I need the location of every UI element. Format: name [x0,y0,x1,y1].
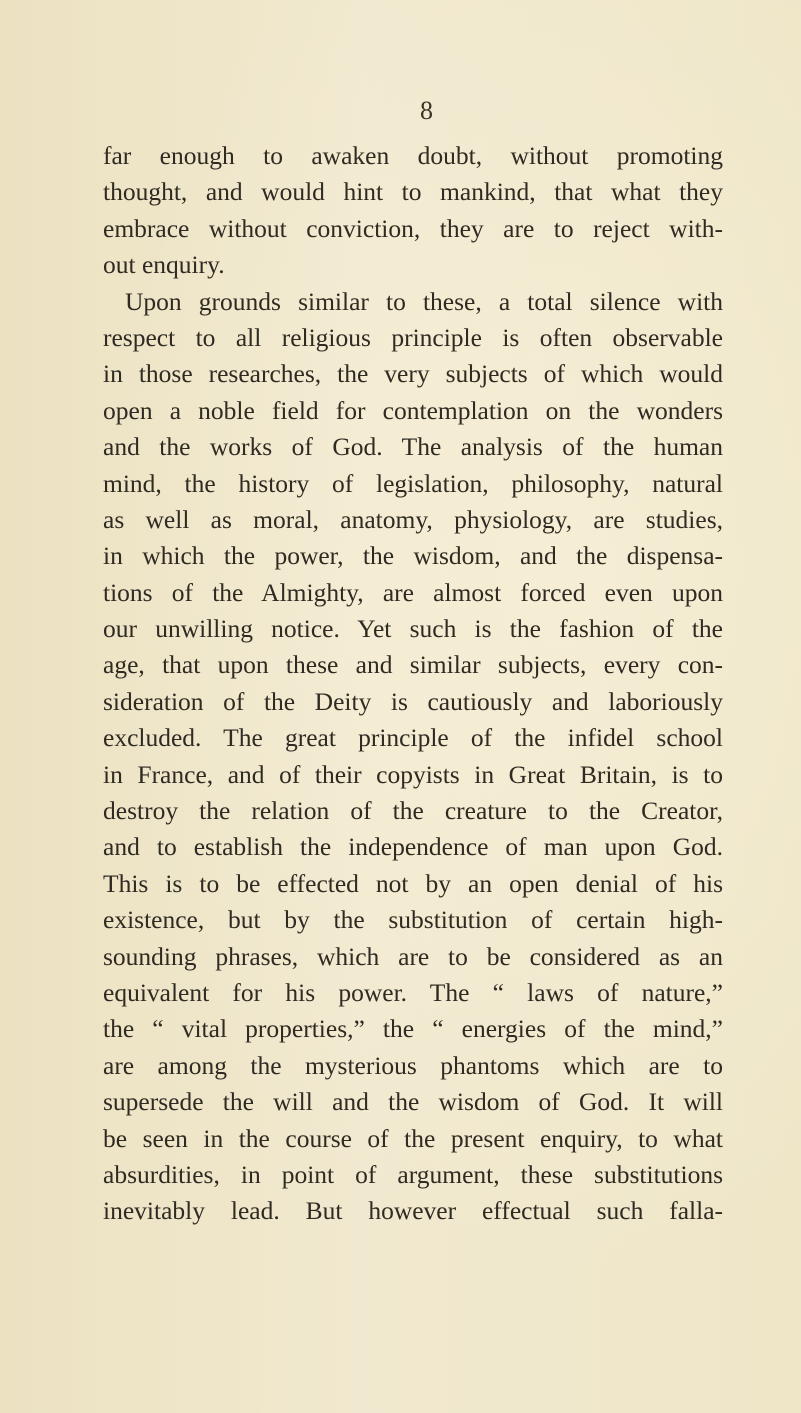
text-line: in which the power, the wisdom, and the dispensa- [103,541,723,571]
text-line: out enquiry. [103,250,225,280]
text-line: thought, and would hint to mankind, that what they [103,177,723,207]
text-line: supersede the will and the wisdom of God. It will [103,1087,723,1117]
text-line: far enough to awaken doubt, without promoting [103,141,723,170]
text-line: and to establish the independence of man upon God. [103,832,723,862]
text-line: in those researches, the very subjects of which would [103,359,723,389]
text-line: embrace without conviction, they are to reject with- [103,213,723,243]
text-line: destroy the relation of the creature to the Creator, [103,796,723,826]
text-line: mind, the history of legislation, philosophy, natural [103,468,723,498]
text-line: are among the mysterious phantoms which are to [103,1050,723,1080]
text-line: respect to all religious principle is often observable [103,322,723,352]
text-line: age, that upon these and similar subjects, every con- [103,650,723,680]
text-line: and the works of God. The analysis of the human [103,432,723,462]
text-line: tions of the Almighty, are almost forced even upon [103,577,723,607]
text-line: open a noble field for contemplation on the wonders [103,395,723,425]
text-line: inevitably lead. But however effectual such falla- [103,1196,723,1226]
text-line: be seen in the course of the present enquiry, to what [103,1123,723,1153]
text-line: sideration of the Deity is cautiously and laboriously [103,686,723,716]
text-line: the “ vital properties,” the “ energies of the mind,” [103,1014,723,1044]
text-line: equivalent for his power. The “ laws of nature,” [103,977,723,1007]
text-line: excluded. The great principle of the infidel school [103,723,723,753]
text-line: This is to be effected not by an open denial of his [103,868,723,898]
page-number: 8 [420,96,433,125]
text-line: our unwilling notice. Yet such is the fashion of the [103,614,723,644]
text-line: as well as moral, anatomy, physiology, are studies, [103,504,723,534]
text-line: existence, but by the substitution of certain high- [103,905,723,935]
text-line: sounding phrases, which are to be considered as an [103,941,723,971]
paragraph-start-line: Upon grounds similar to these, a total silence with [125,286,723,316]
body-text [103,138,723,1230]
text-line: in France, and of their copyists in Great Britain, is to [103,759,723,789]
text-line: absurdities, in point of argument, these substitutions [103,1159,723,1189]
